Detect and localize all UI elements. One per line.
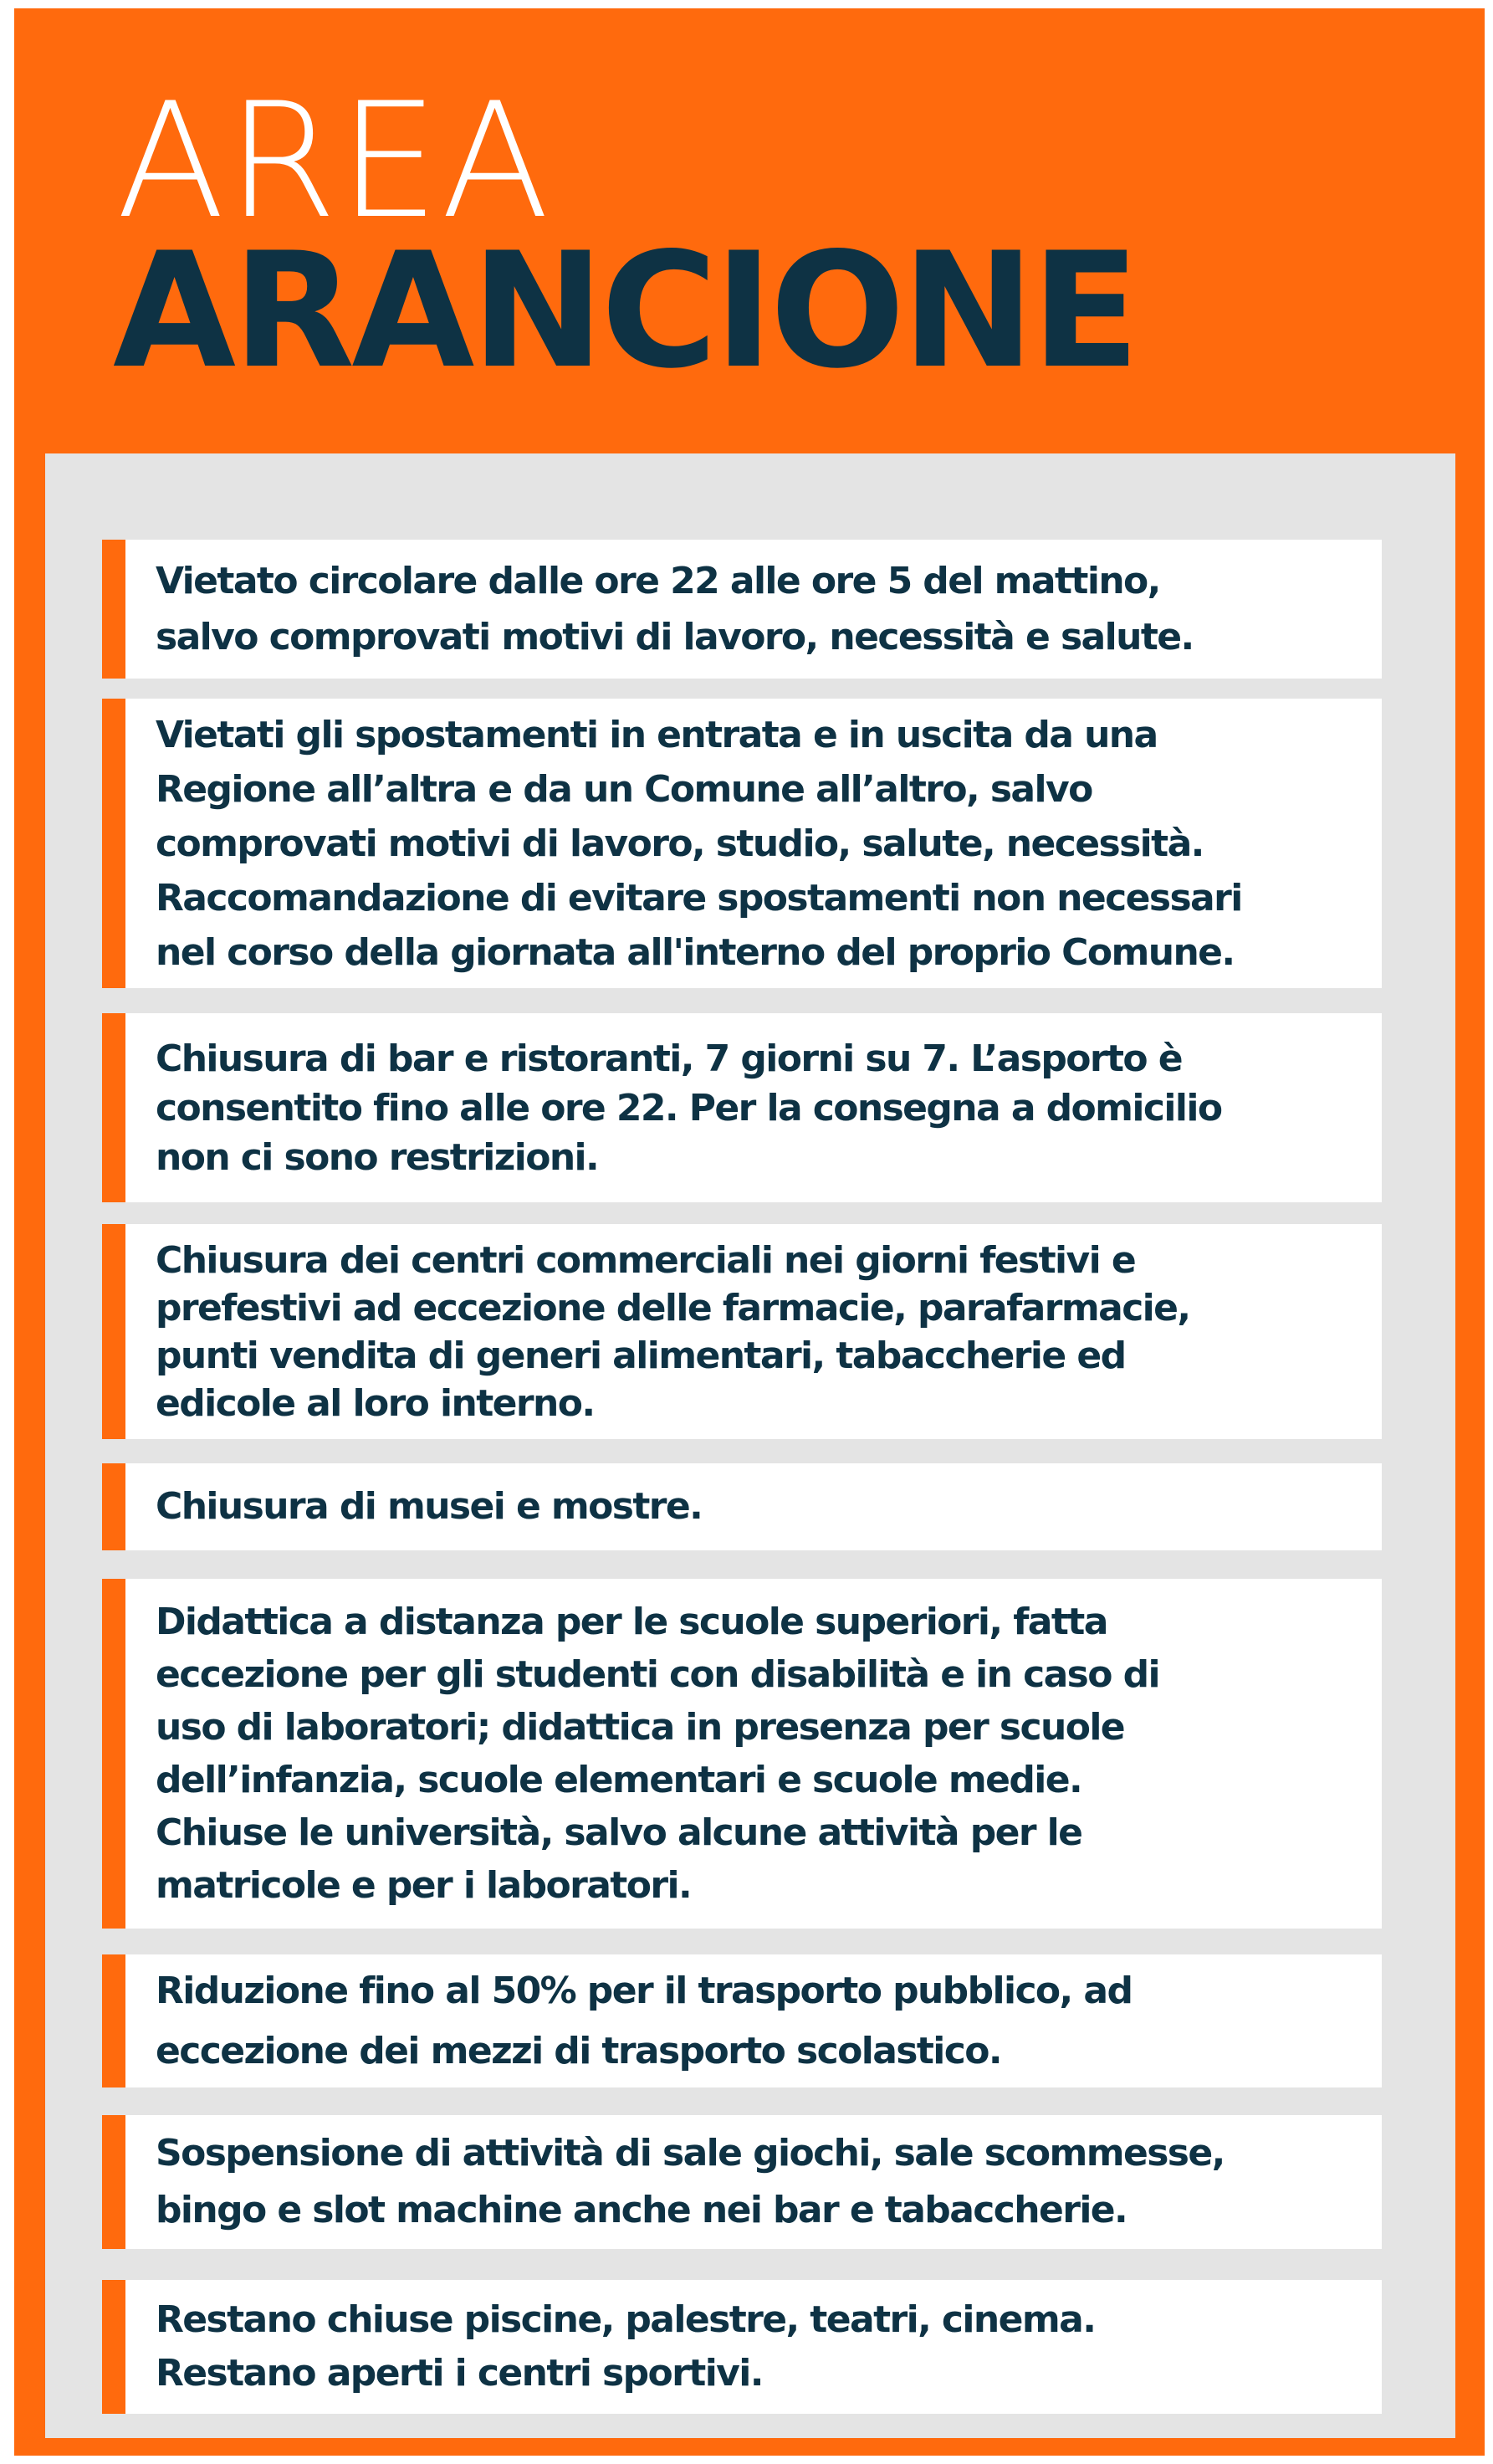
rule-text: Vietati gli spostamenti in entrata e in uscita da una Regione all’altra e da un Comune all’altro, salvo comprovati motivi di lavoro, studio, salute, necessità. Raccomandazione di evitare spostamenti non necessari nel corso della giornata all'interno del proprio Comune.: [156, 713, 1242, 974]
rule-accent-bar: [102, 1013, 125, 1202]
rule-accent-bar: [102, 2280, 125, 2414]
rule-item-shopping-centers: [102, 1224, 1382, 1439]
rule-item-curfew: [102, 540, 1382, 679]
rules-panel: [45, 453, 1455, 2438]
rule-item-bars-restaurants: [102, 1013, 1382, 1202]
rule-accent-bar: [102, 699, 125, 988]
rule-text: Vietato circolare dalle ore 22 alle ore 5 del mattino, salvo comprovati motivi di lavoro, necessità e salute.: [156, 560, 1194, 658]
rule-item-museums: [102, 1463, 1382, 1550]
rule-text: Didattica a distanza per le scuole superiori, fatta eccezione per gli studenti con disabilità e in caso di uso di laboratori; didattica in presenza per scuole dell’infanzia, scuole elementari e scuole medie. Chiuse le università, salvo alcune attività per le matricole e per i laboratori.: [156, 1601, 1159, 1907]
rule-text: Restano chiuse piscine, palestre, teatri, cinema. Restano aperti i centri sportivi.: [156, 2298, 1096, 2395]
rule-item-schools: [102, 1579, 1382, 1929]
rule-text: Riduzione fino al 50% per il trasporto pubblico, ad eccezione dei mezzi di trasporto scolastico.: [156, 1969, 1133, 2072]
rule-accent-bar: [102, 1463, 125, 1550]
rule-text: Chiusura di musei e mostre.: [156, 1485, 703, 1528]
rule-accent-bar: [102, 1954, 125, 2087]
rule-text: Chiusura di bar e ristoranti, 7 giorni su 7. L’asporto è consentito fino alle ore 22. Per la consegna a domicilio non ci sono restrizioni.: [156, 1037, 1222, 1179]
rule-item-transport: [102, 1954, 1382, 2087]
rule-item-movement: [102, 699, 1382, 988]
title-area: AREA: [116, 69, 552, 254]
rule-text: Chiusura dei centri commerciali nei giorni festivi e prefestivi ad eccezione delle farmacie, parafarmacie, punti vendita di generi alimentari, tabaccherie ed edicole al loro interno.: [156, 1238, 1190, 1425]
rule-text: Sospensione di attività di sale giochi, sale scommesse, bingo e slot machine anche nei bar e tabaccherie.: [156, 2132, 1225, 2231]
rule-accent-bar: [102, 540, 125, 679]
poster: [14, 8, 1485, 2456]
rule-accent-bar: [102, 1579, 125, 1929]
rule-accent-bar: [102, 2115, 125, 2249]
title-arancione: ARANCIONE: [113, 218, 1137, 403]
rule-item-gaming: [102, 2115, 1382, 2249]
rule-item-sports: [102, 2280, 1382, 2414]
rule-accent-bar: [102, 1224, 125, 1439]
